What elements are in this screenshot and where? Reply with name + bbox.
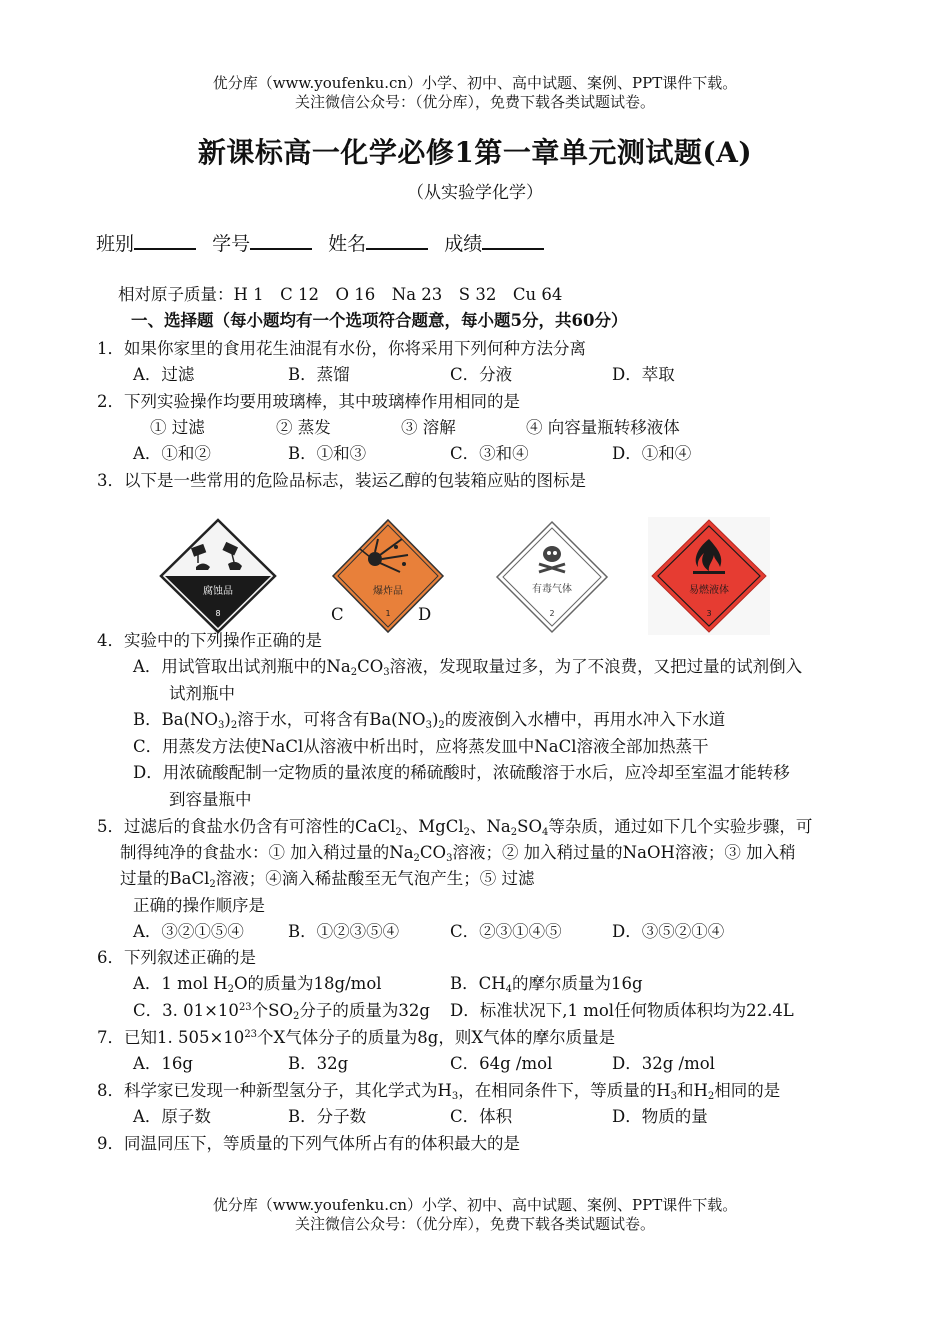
question-2-option-c[interactable]: C．③和④ — [450, 444, 529, 463]
number-blank[interactable] — [250, 230, 312, 250]
question-8-option-d[interactable]: D．物质的量 — [612, 1107, 708, 1126]
section-heading: 一、选择题（每小题均有一个选项符合题意，每小题5分，共60分） — [131, 311, 628, 330]
flammable-liquid-sign-label: 易燃液体 — [689, 585, 729, 596]
atomic-masses: 相对原子质量：H 1 C 12 O 16 Na 23 S 32 Cu 64 — [118, 285, 563, 304]
name-blank[interactable] — [366, 230, 428, 250]
class-blank[interactable] — [134, 230, 196, 250]
header-line-2: 关注微信公众号：（优分库），免费下载各类试题试卷。 — [294, 93, 655, 111]
class-label: 班别 — [96, 233, 135, 255]
footer-line-2: 关注微信公众号：（优分库），免费下载各类试题试卷。 — [294, 1215, 655, 1233]
question-1-option-c[interactable]: C．分液 — [450, 365, 513, 384]
question-7-stem: 7．已知1. $505\times 10^{23}$个X气体分子的质量为8g，则X气体的摩尔质量是 — [97, 1028, 616, 1047]
toxic-gas-sign-number: 2 — [549, 609, 555, 618]
number-label: 学号 — [212, 233, 251, 255]
question-2-option-b[interactable]: B．①和③ — [288, 444, 367, 463]
question-1-option-b[interactable]: B．蒸馏 — [288, 365, 350, 384]
question-6-option-c[interactable]: C．3. $01\times 10^{23}$个$SO_2$分子的质量为32g — [133, 1001, 430, 1022]
question-5-option-d[interactable]: D．③⑤②①④ — [612, 922, 725, 941]
question-3-letter-c[interactable]: C — [331, 605, 344, 624]
student-info — [96, 229, 554, 256]
question-2-option-a[interactable]: A．①和② — [133, 444, 211, 463]
question-4-stem: 4．实验中的下列操作正确的是 — [97, 631, 322, 650]
footer-line-1: 优分库（www.youfenku.cn）小学、初中、高中试题、案例、PPT课件下载。 — [212, 1196, 738, 1214]
question-8-option-a[interactable]: A．原子数 — [133, 1107, 211, 1126]
question-6-option-a[interactable]: A．1 mol $H_2O$的质量为18g/mol — [133, 974, 382, 995]
question-3-stem: 3．以下是一些常用的危险品标志，装运乙醇的包装箱应贴的图标是 — [97, 471, 586, 490]
question-6-stem: 6．下列叙述正确的是 — [97, 948, 256, 967]
name-label: 姓名 — [328, 233, 367, 255]
page-subtitle: （从实验学化学） — [407, 183, 543, 203]
flammable-liquid-sign-number: 3 — [706, 609, 712, 618]
question-7-option-b[interactable]: B．32g — [288, 1054, 349, 1073]
question-8-stem: 8．科学家已发现一种新型氢分子，其化学式为$H_3$，在相同条件下，等质量的$H_3$和$H_2$相同的是 — [97, 1081, 781, 1102]
question-7-option-c[interactable]: C．64g /mol — [450, 1054, 553, 1073]
question-4-option-d-cont: 到容量瓶中 — [169, 790, 252, 809]
question-5-line-3: 过量的BaCl$_2$溶液；④滴入稀盐酸至无气泡产生；⑤ 过滤 — [120, 869, 535, 890]
question-8-option-c[interactable]: C．体积 — [450, 1107, 513, 1126]
question-6-option-b[interactable]: B．$CH_4$的摩尔质量为16g — [450, 974, 643, 995]
question-4-option-a[interactable]: A．用试管取出试剂瓶中的$Na_2CO_3$溶液，发现取量过多，为了不浪费，又把过量的试剂倒入 — [133, 657, 803, 678]
corrosive-sign-icon — [158, 517, 278, 635]
question-5-option-b[interactable]: B．①②③⑤④ — [288, 922, 400, 941]
question-2-item-3: ③ 溶解 — [401, 418, 456, 437]
page-title: 新课标高一化学必修1第一章单元测试题(A) — [197, 136, 753, 169]
toxic-gas-sign-icon — [495, 520, 609, 634]
question-1-option-a[interactable]: A．过滤 — [133, 365, 195, 384]
question-2-item-4: ④ 向容量瓶转移液体 — [526, 418, 680, 437]
question-2-option-d[interactable]: D．①和④ — [612, 444, 692, 463]
question-2-stem: 2．下列实验操作均要用玻璃棒，其中玻璃棒作用相同的是 — [97, 392, 520, 411]
corrosive-sign-label: 腐蚀品 — [203, 586, 233, 597]
header-line-1: 优分库（www.youfenku.cn）小学、初中、高中试题、案例、PPT课件下载。 — [212, 74, 738, 92]
question-7-option-a[interactable]: A．16g — [133, 1054, 193, 1073]
question-4-option-b[interactable]: B．$Ba(NO_3)_2$溶于水，可将含有$Ba(NO_3)_2$的废液倒入水槽中，再用水冲入下水道 — [133, 710, 726, 731]
score-label: 成绩 — [444, 233, 483, 255]
question-3-letter-d[interactable]: D — [418, 605, 432, 624]
question-5-line-1: 5．过滤后的食盐水仍含有可溶性的CaCl$_2$、MgCl$_2$、$Na_2SO_4$等杂质，通过如下几个实验步骤，可 — [97, 817, 813, 838]
question-2-item-2: ② 蒸发 — [276, 418, 331, 437]
score-blank[interactable] — [482, 230, 544, 250]
question-4-option-c[interactable]: C．用蒸发方法使NaCl从溶液中析出时，应将蒸发皿中NaCl溶液全部加热蒸干 — [133, 737, 709, 756]
explosive-sign-number: 1 — [385, 609, 391, 618]
question-5-prompt: 正确的操作顺序是 — [133, 896, 265, 915]
flammable-liquid-sign-icon — [648, 517, 770, 635]
toxic-gas-sign-label: 有毒气体 — [532, 584, 572, 595]
question-5-line-2: 制得纯净的食盐水：① 加入稍过量的$Na_2CO_3$溶液；② 加入稍过量的NaOH溶液；③ 加入稍 — [120, 843, 796, 864]
question-5-option-c[interactable]: C．②③①④⑤ — [450, 922, 562, 941]
question-6-option-d[interactable]: D．标准状况下,1 mol任何物质体积均为22.4L — [450, 1001, 794, 1020]
question-5-option-a[interactable]: A．③②①⑤④ — [133, 922, 244, 941]
question-4-option-d[interactable]: D．用浓硫酸配制一定物质的量浓度的稀硫酸时，浓硫酸溶于水后，应冷却至室温才能转移 — [133, 763, 790, 782]
question-1-option-d[interactable]: D．萃取 — [612, 365, 675, 384]
question-1-stem: 1．如果你家里的食用花生油混有水份，你将采用下列何种方法分离 — [97, 339, 586, 358]
question-4-option-a-cont: 试剂瓶中 — [169, 684, 235, 703]
question-2-item-1: ① 过滤 — [150, 418, 205, 437]
question-9-stem: 9．同温同压下，等质量的下列气体所占有的体积最大的是 — [97, 1134, 520, 1153]
question-8-option-b[interactable]: B．分子数 — [288, 1107, 367, 1126]
question-7-option-d[interactable]: D．32g /mol — [612, 1054, 715, 1073]
corrosive-sign-number: 8 — [215, 609, 221, 618]
explosive-sign-label: 爆炸品 — [373, 586, 403, 597]
